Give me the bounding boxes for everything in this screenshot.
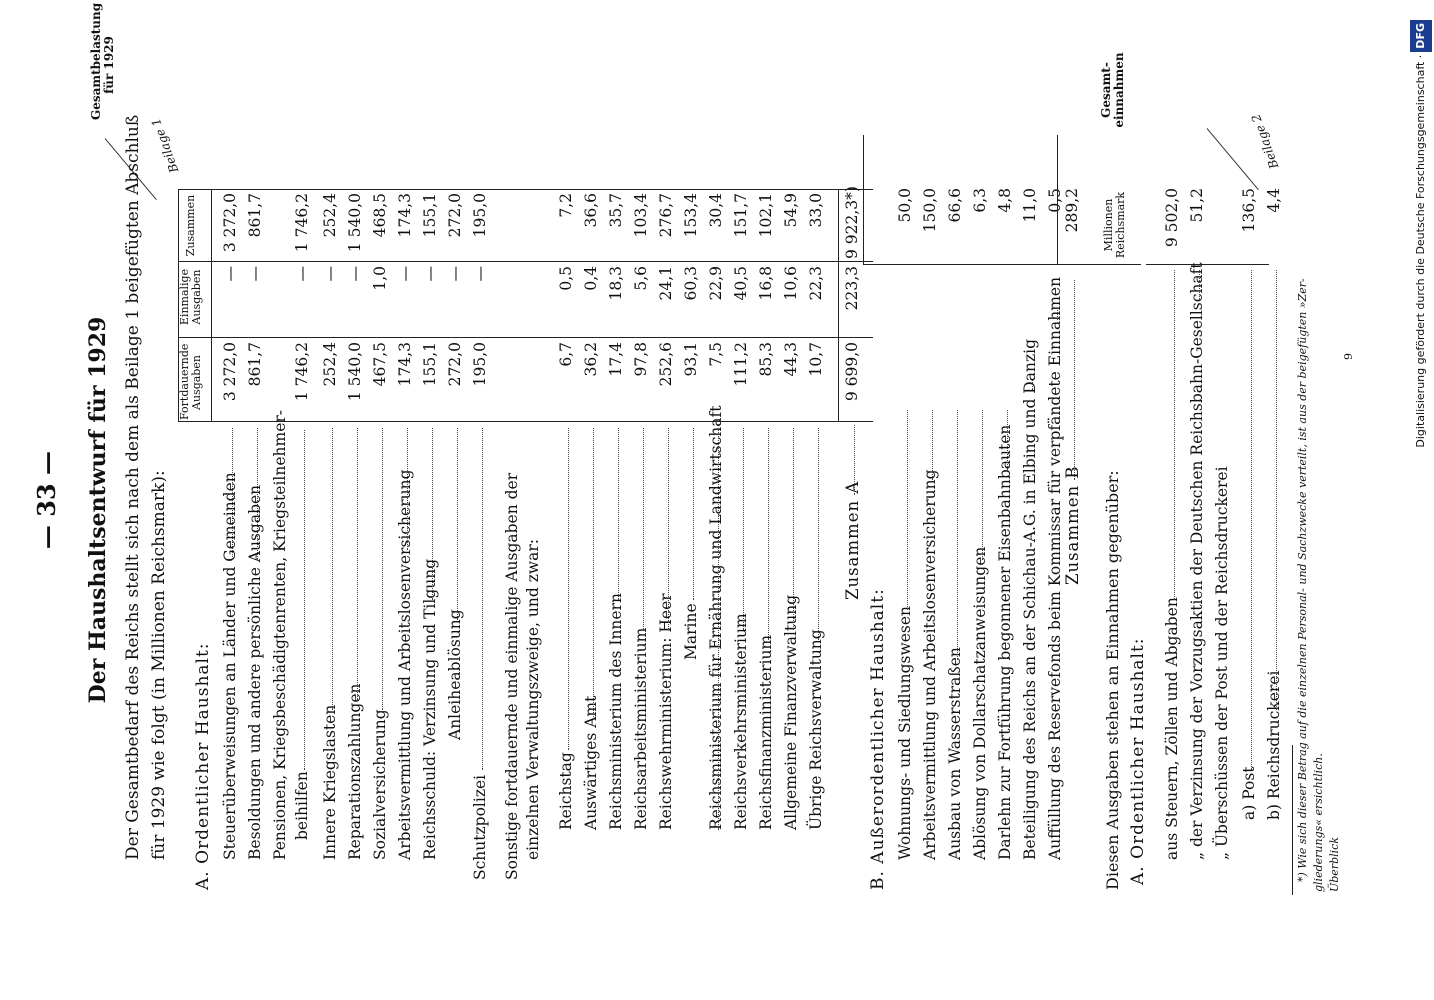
row-fortdauernde: 6,7: [557, 342, 575, 367]
row-zusammen: 6,3: [971, 188, 989, 213]
leader-dots: [818, 428, 819, 640]
leader-dots: [957, 410, 958, 660]
row-value: 4,4: [1265, 188, 1283, 213]
row-label-continued: beihilfen: [293, 771, 311, 840]
row-zusammen: 11,0: [1021, 188, 1039, 223]
table-row: [754, 0, 779, 1000]
col-header-line: Millionen: [1102, 198, 1115, 252]
row-label: Reparationszahlungen: [346, 683, 364, 860]
sum-b-rule: [1057, 135, 1058, 265]
row-label: Reichsarbeitsministerium: [632, 627, 650, 830]
leader-dots: [854, 425, 855, 495]
row-label: Ablösung von Dollarschatzanweisungen: [971, 546, 989, 860]
table-header-rule: [211, 190, 212, 422]
leader-dots: [568, 428, 569, 750]
leader-dots: [457, 428, 458, 620]
row-fortdauernde: 252,6: [657, 342, 675, 387]
row-zusammen: 195,0: [471, 193, 489, 238]
row-fortdauernde: 155,1: [421, 342, 439, 387]
table-row: [779, 0, 804, 1000]
col-header-line: Ausgaben: [190, 269, 203, 325]
page-title: Der Haushaltsentwurf für 1929: [85, 316, 111, 704]
row-value: 51,2: [1188, 188, 1206, 223]
total-b-row: [1060, 0, 1085, 1000]
leader-dots: [1007, 410, 1008, 470]
table-row: [1018, 0, 1043, 1000]
row-label: Innere Kriegslasten: [321, 704, 339, 860]
section-a-heading: A. Ordentlicher Haushalt:: [193, 642, 213, 890]
row-einmalige: 10,6: [782, 266, 800, 301]
row-label: Arbeitsvermittlung und Arbeitslosenversicherung: [921, 469, 939, 860]
total-a-fort: 9 699,0: [843, 342, 861, 402]
row-fortdauernde: 44,3: [782, 342, 800, 377]
row-zusammen: 66,6: [946, 188, 964, 223]
row-label: Reichsverkehrsministerium: [732, 613, 750, 830]
leader-dots: [793, 428, 794, 630]
leader-dots: [743, 428, 744, 630]
row-zusammen: 153,4: [682, 193, 700, 238]
row-label: Schutzpolizei: [471, 774, 489, 880]
table-row: [468, 0, 493, 1000]
table-row: [993, 0, 1018, 1000]
table-row: [654, 0, 679, 1000]
sum-a-rule: [838, 190, 839, 422]
total-b-zus: 289,2: [1063, 188, 1081, 233]
row-fortdauernde: 3 272,0: [221, 342, 239, 402]
row-label: Reichstag: [557, 752, 575, 830]
leader-dots: [593, 428, 594, 720]
leader-dots: [382, 428, 383, 710]
row-zusammen: 50,0: [896, 188, 914, 223]
row-einmalige: 16,8: [757, 266, 775, 301]
row-value: 9 502,0: [1163, 188, 1181, 248]
row-fortdauernde: 1 540,0: [346, 342, 364, 402]
table-row: [729, 0, 754, 1000]
table-row: [1262, 0, 1287, 1000]
row-label: Steuerüberweisungen an Länder und Gemeinden: [221, 472, 239, 860]
col-header-line: Ausgaben: [190, 355, 203, 410]
total-a-row: [840, 0, 865, 1000]
footnote-rule: [1292, 745, 1293, 895]
row-einmalige: 0,4: [582, 266, 600, 291]
einnahmen-header: [1103, 185, 1127, 265]
row-label: Allgemeine Finanzverwaltung: [782, 594, 800, 830]
row-label: Reichswehrministerium: Heer: [657, 593, 675, 830]
total-a-einm: 223,3: [843, 266, 861, 311]
row-fortdauernde: 111,2: [732, 342, 750, 387]
row-zusammen: 174,3: [396, 193, 414, 238]
side-label-line: für 1929: [102, 36, 116, 94]
row-zusammen: 4,8: [996, 188, 1014, 213]
total-a-zus: 9 922,3*): [843, 186, 861, 259]
row-zusammen: 33,0: [807, 193, 825, 228]
row-einmalige: 60,3: [682, 266, 700, 301]
section-b-heading: B. Außerordentlicher Haushalt:: [868, 588, 888, 890]
leader-dots: [1174, 270, 1175, 600]
einnahmen-section-heading: A. Ordentlicher Haushalt:: [1128, 637, 1148, 885]
page-number: — 33 —: [32, 450, 61, 550]
row-einmalige: 5,6: [632, 266, 650, 291]
col-header-fortdauernde: [179, 345, 203, 420]
row-einmalige: 22,3: [807, 266, 825, 301]
row-label: Marine: [682, 603, 700, 660]
row-einmalige: 0,5: [557, 266, 575, 291]
leader-dots: [718, 428, 719, 830]
row-zusammen: 0,5: [1046, 188, 1064, 213]
row-label: Anleiheablösung: [446, 609, 464, 740]
row-fortdauernde: 195,0: [471, 342, 489, 387]
leader-dots: [768, 428, 769, 640]
row-fortdauernde: 36,2: [582, 342, 600, 377]
table-row: [679, 0, 704, 1000]
row-label: Reichsschuld: Verzinsung und Tilgung: [421, 558, 439, 860]
row-zusammen: 272,0: [446, 193, 464, 238]
row-einmalige: —: [346, 266, 364, 282]
row-zusammen: 276,7: [657, 193, 675, 238]
row-fortdauernde: 97,8: [632, 342, 650, 377]
row-fortdauernde: 85,3: [757, 342, 775, 377]
table-row: [893, 0, 918, 1000]
row-label: aus Steuern, Zöllen und Abgaben: [1163, 597, 1181, 860]
leader-dots: [257, 428, 258, 560]
row-einmalige: —: [446, 266, 464, 282]
table-row: [968, 0, 993, 1000]
einnahmen-intro: Diesen Ausgaben stehen an Einnahmen gegenüber:: [1103, 470, 1122, 890]
row-label: Darlehn zur Fortführung begonnener Eisenbahnbauten: [996, 424, 1014, 860]
leader-dots: [618, 428, 619, 600]
row-label: Wohnungs- und Siedlungswesen: [896, 605, 914, 860]
credit-strip: [1410, 20, 1434, 980]
row-zusammen: 102,1: [757, 193, 775, 238]
row-fortdauernde: 17,4: [607, 342, 625, 377]
row-einmalige: —: [471, 266, 489, 282]
row-label: Ausbau von Wasserstraßen: [946, 647, 964, 860]
leader-dots: [1251, 270, 1252, 770]
row-einmalige: —: [221, 266, 239, 282]
row-zusammen: 252,4: [321, 193, 339, 238]
credit-text-wrap: [1410, 20, 1432, 980]
col-header-line: Reichsmark: [1114, 191, 1127, 259]
dfg-logo: DFG: [1410, 20, 1432, 52]
col-header-line: Einmalige: [178, 268, 191, 326]
leader-dots: [407, 428, 408, 550]
table-row: [804, 0, 829, 1000]
leader-dots: [1074, 280, 1075, 480]
row-zusammen: 36,6: [582, 193, 600, 228]
table-top-rule: [178, 190, 179, 422]
table-row: [343, 0, 368, 1000]
row-label: Reichsfinanzministerium: [757, 634, 775, 830]
table-row: [1160, 0, 1185, 1000]
table-row: [604, 0, 629, 1000]
leader-dots: [668, 428, 669, 630]
table-row: [554, 0, 579, 1000]
footnote-line-1: *) Wie sich dieser Betrag auf die einzelnen Personal- und Sachzwecke verteilt, ist aus der beigefügten »Zer-: [1296, 278, 1309, 882]
row-fortdauernde: 93,1: [682, 342, 700, 377]
row-label: Sozialversicherung: [371, 709, 389, 860]
row-einmalige: 24,1: [657, 266, 675, 301]
leader-dots: [643, 428, 644, 630]
row-einmalige: 18,3: [607, 266, 625, 301]
row-einmalige: —: [321, 266, 339, 282]
row-label: a) Post: [1240, 766, 1258, 820]
side-label-gesamteinnahmen: [1100, 35, 1126, 145]
sonstige-line-2: einzelnen Verwaltungszweige, und zwar:: [524, 539, 542, 860]
table-row: [218, 0, 243, 1000]
row-fortdauernde: 252,4: [321, 342, 339, 387]
col-header-zusammen: Zusammen: [184, 194, 197, 257]
table-row: [1237, 0, 1262, 1000]
row-zusammen: 861,7: [246, 193, 264, 238]
leader-dots: [693, 428, 694, 600]
row-label: „ der Verzinsung der Vorzugsaktien der Deutschen Reichsbahn-Gesellschaft: [1188, 262, 1206, 860]
table-row: [943, 0, 968, 1000]
credit-text: Digitalisierung gefördert durch die Deutsche Forschungsgemeinschaft ·: [1414, 54, 1427, 448]
row-label: Beteiligung des Reichs an der Schichau-A.G. in Elbing und Danzig: [1021, 338, 1039, 860]
leader-dots: [304, 430, 305, 770]
table-row: [393, 0, 418, 1000]
row-einmalige: —: [293, 266, 311, 282]
leader-dots: [1057, 310, 1058, 320]
row-einmalige: —: [246, 266, 264, 282]
leader-dots: [1032, 380, 1033, 390]
leader-dots: [357, 428, 358, 700]
row-zusammen: 155,1: [421, 193, 439, 238]
beilage-2-label: Beilage 2: [1248, 112, 1282, 171]
side-label-line: Gesamtbelastung: [89, 2, 103, 120]
row-einmalige: 22,9: [707, 266, 725, 301]
row-label: Übrige Reichsverwaltung: [807, 629, 825, 830]
table-row: [1185, 0, 1210, 1000]
row-label: Reichsministerium für Ernährung und Landwirtschaft: [707, 405, 725, 830]
leader-dots: [332, 428, 333, 710]
row-zusammen: 30,4: [707, 193, 725, 228]
row-zusammen: 1 746,2: [293, 193, 311, 253]
row-value: 136,5: [1240, 188, 1258, 233]
row-zusammen: 151,7: [732, 193, 750, 238]
row-zusammen: 150,0: [921, 188, 939, 233]
total-a-label: Zusammen A: [843, 480, 862, 600]
row-zusammen: 103,4: [632, 193, 650, 238]
row-label: Reichsministerium des Innern: [607, 593, 625, 830]
row-label: Auffüllung des Reservefonds beim Kommissar für verpfändete Einnahmen: [1046, 276, 1064, 860]
leader-dots: [982, 410, 983, 560]
side-label-gesamtbelastung: [89, 2, 116, 120]
sonstige-line-1: Sonstige fortdauernde und einmalige Ausgaben der: [503, 472, 521, 880]
row-fortdauernde: 10,7: [807, 342, 825, 377]
row-zusammen: 54,9: [782, 193, 800, 228]
leader-dots: [432, 428, 433, 600]
row-einmalige: —: [421, 266, 439, 282]
row-zusammen: 1 540,0: [346, 193, 364, 253]
beilage-1-label: Beilage 1: [148, 116, 182, 175]
table-row: [268, 0, 311, 1000]
row-zusammen: 3 272,0: [221, 193, 239, 253]
row-fortdauernde: 174,3: [396, 342, 414, 387]
total-b-label: Zusammen B: [1063, 465, 1082, 585]
row-zusammen: 7,2: [557, 193, 575, 218]
row-zusammen: 35,7: [607, 193, 625, 228]
table-row: [629, 0, 654, 1000]
col-header-einmalige: [179, 262, 203, 332]
table-row: [579, 0, 604, 1000]
row-fortdauernde: 861,7: [246, 342, 264, 387]
row-fortdauernde: 467,5: [371, 342, 389, 387]
row-label: Auswärtiges Amt: [582, 695, 600, 830]
leader-dots: [482, 428, 483, 770]
table-row: [704, 0, 729, 1000]
table-row: [418, 0, 443, 1000]
table-row: [1210, 0, 1235, 1000]
leader-dots: [932, 410, 933, 480]
side-label-line: Gesamt-: [1099, 62, 1113, 118]
table-row: [243, 0, 268, 1000]
row-einmalige: 1,0: [371, 266, 389, 291]
row-fortdauernde: 1 746,2: [293, 342, 311, 402]
row-fortdauernde: 272,0: [446, 342, 464, 387]
leader-dots: [1276, 270, 1277, 710]
row-einmalige: 40,5: [732, 266, 750, 301]
row-fortdauernde: 7,5: [707, 342, 725, 367]
row-einmalige: —: [396, 266, 414, 282]
footnote-line-3: Überblick: [1328, 837, 1341, 892]
intro-line-2: für 1929 wie folgt (in Millionen Reichsmark):: [149, 470, 169, 860]
row-label: b) Reichsdruckerei: [1265, 670, 1283, 820]
row-label: Pensionen, Kriegsbeschädigtenrenten, Kriegsteilnehmer-: [271, 409, 289, 860]
intro-line-1: Der Gesamtbedarf des Reichs stellt sich nach dem als Beilage 1 beigefügten Abschluß: [123, 114, 143, 860]
table-row: [368, 0, 393, 1000]
section-b-top-rule: [863, 135, 864, 265]
row-label: „ Überschüssen der Post und der Reichsdruckerei: [1213, 466, 1231, 860]
table-row: [318, 0, 343, 1000]
footnote-line-2: gliederungs« ersichtlich.: [1312, 753, 1325, 892]
leader-dots: [1199, 270, 1200, 300]
table-row: [443, 0, 468, 1000]
leader-dots: [907, 410, 908, 610]
leader-dots: [232, 428, 233, 560]
col-header-line: Fortdauernde: [178, 343, 191, 420]
row-zusammen: 468,5: [371, 193, 389, 238]
row-label: Besoldungen und andere persönliche Ausgaben: [246, 484, 264, 860]
row-label: Arbeitsvermittlung und Arbeitslosenversicherung: [396, 469, 414, 860]
page-mark: 9: [1342, 353, 1355, 360]
table-row: [918, 0, 943, 1000]
side-label-line: einnahmen: [1112, 52, 1126, 128]
